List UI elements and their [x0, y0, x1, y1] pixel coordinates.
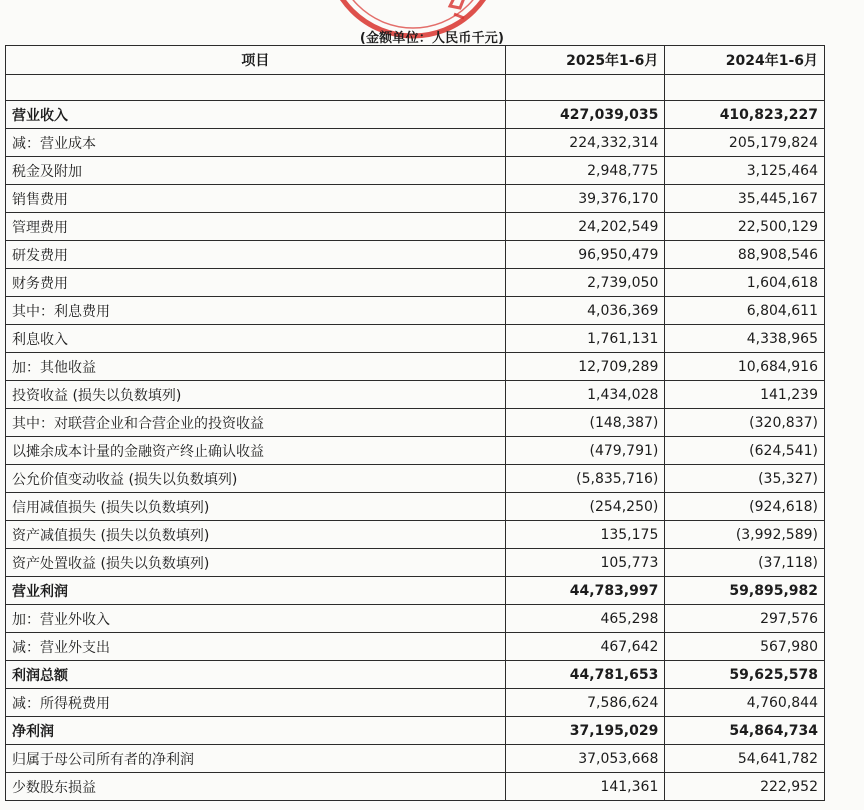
row-label: 减：所得税费用 [6, 689, 506, 717]
value-2025h1: (479,791) [505, 437, 665, 465]
value-2025h1: 2,948,775 [505, 157, 665, 185]
value-2025h1: 37,195,029 [505, 717, 665, 745]
row-label: 加：营业外收入 [6, 605, 506, 633]
value-2024h1: 10,684,916 [665, 353, 825, 381]
value-2024h1: (624,541) [665, 437, 825, 465]
row-label: 管理费用 [6, 213, 506, 241]
table-row [6, 437, 825, 465]
table-row [6, 633, 825, 661]
value-2024h1: 54,864,734 [665, 717, 825, 745]
value-2025h1: 12,709,289 [505, 353, 665, 381]
value-2025h1: (254,250) [505, 493, 665, 521]
row-label: 财务费用 [6, 269, 506, 297]
value-2024h1: 54,641,782 [665, 745, 825, 773]
value-2025h1: (5,835,716) [505, 465, 665, 493]
value-2025h1: 105,773 [505, 549, 665, 577]
value-2025h1: 135,175 [505, 521, 665, 549]
row-label: 投资收益 (损失以负数填列) [6, 381, 506, 409]
row-label: 营业利润 [6, 577, 506, 605]
table-row [6, 409, 825, 437]
value-2024h1: 3,125,464 [665, 157, 825, 185]
value-2024h1: 205,179,824 [665, 129, 825, 157]
unit-note: (金额单位：人民币千元) [359, 31, 505, 46]
column-header-2025h1: 2025年1-6月 [505, 46, 665, 75]
header-row [6, 46, 825, 75]
table-row [6, 661, 825, 689]
table-row [6, 353, 825, 381]
row-label: 销售费用 [6, 185, 506, 213]
value-2025h1: 44,783,997 [505, 577, 665, 605]
value-2025h1: 467,642 [505, 633, 665, 661]
row-label: 减：营业外支出 [6, 633, 506, 661]
row-label: 税金及附加 [6, 157, 506, 185]
value-2025h1: 4,036,369 [505, 297, 665, 325]
value-2025h1: (148,387) [505, 409, 665, 437]
row-label: 其中：利息费用 [6, 297, 506, 325]
value-2025h1: 96,950,479 [505, 241, 665, 269]
table-row [6, 297, 825, 325]
value-2024h1: 35,445,167 [665, 185, 825, 213]
value-2025h1: 24,202,549 [505, 213, 665, 241]
value-2025h1: 1,434,028 [505, 381, 665, 409]
column-header-item: 项目 [6, 46, 506, 75]
table-row [6, 689, 825, 717]
row-label: 公允价值变动收益 (损失以负数填列) [6, 465, 506, 493]
value-2024h1: 88,908,546 [665, 241, 825, 269]
value-2024h1: 22,500,129 [665, 213, 825, 241]
blank-cell [665, 75, 825, 101]
table-row [6, 465, 825, 493]
row-label: 利润总额 [6, 661, 506, 689]
value-2024h1: 222,952 [665, 773, 825, 801]
column-header-2024h1: 2024年1-6月 [665, 46, 825, 75]
value-2025h1: 44,781,653 [505, 661, 665, 689]
value-2025h1: 224,332,314 [505, 129, 665, 157]
row-label: 加：其他收益 [6, 353, 506, 381]
row-label: 信用减值损失 (损失以负数填列) [6, 493, 506, 521]
value-2024h1: 567,980 [665, 633, 825, 661]
value-2025h1: 2,739,050 [505, 269, 665, 297]
row-label: 资产减值损失 (损失以负数填列) [6, 521, 506, 549]
value-2024h1: 6,804,611 [665, 297, 825, 325]
table-row [6, 717, 825, 745]
table-row [6, 493, 825, 521]
row-label: 以摊余成本计量的金融资产终止确认收益 [6, 437, 506, 465]
value-2024h1: (3,992,589) [665, 521, 825, 549]
row-label: 少数股东损益 [6, 773, 506, 801]
table-row [6, 213, 825, 241]
blank-cell [505, 75, 665, 101]
value-2024h1: 59,625,578 [665, 661, 825, 689]
table-row [6, 101, 825, 129]
table-row [6, 773, 825, 801]
table-row [6, 577, 825, 605]
row-label: 其中：对联营企业和合营企业的投资收益 [6, 409, 506, 437]
table-row [6, 241, 825, 269]
value-2024h1: (35,327) [665, 465, 825, 493]
table-row [6, 381, 825, 409]
value-2024h1: 59,895,982 [665, 577, 825, 605]
row-label: 归属于母公司所有者的净利润 [6, 745, 506, 773]
table-row [6, 605, 825, 633]
value-2025h1: 37,053,668 [505, 745, 665, 773]
row-label: 减：营业成本 [6, 129, 506, 157]
table-row [6, 185, 825, 213]
row-label: 资产处置收益 (损失以负数填列) [6, 549, 506, 577]
value-2024h1: 141,239 [665, 381, 825, 409]
value-2025h1: 1,761,131 [505, 325, 665, 353]
row-label: 净利润 [6, 717, 506, 745]
value-2024h1: 4,338,965 [665, 325, 825, 353]
table-row [6, 745, 825, 773]
table-row [6, 129, 825, 157]
income-statement-table [5, 45, 825, 801]
value-2025h1: 7,586,624 [505, 689, 665, 717]
row-label: 研发费用 [6, 241, 506, 269]
value-2025h1: 465,298 [505, 605, 665, 633]
table-row [6, 325, 825, 353]
value-2024h1: 1,604,618 [665, 269, 825, 297]
value-2024h1: 297,576 [665, 605, 825, 633]
value-2024h1: (320,837) [665, 409, 825, 437]
value-2025h1: 39,376,170 [505, 185, 665, 213]
value-2024h1: (37,118) [665, 549, 825, 577]
value-2025h1: 141,361 [505, 773, 665, 801]
table-row [6, 549, 825, 577]
blank-cell [6, 75, 506, 101]
value-2024h1: (924,618) [665, 493, 825, 521]
value-2024h1: 4,760,844 [665, 689, 825, 717]
value-2025h1: 427,039,035 [505, 101, 665, 129]
row-label: 营业收入 [6, 101, 506, 129]
table-row [6, 521, 825, 549]
value-2024h1: 410,823,227 [665, 101, 825, 129]
table-row [6, 269, 825, 297]
blank-row [6, 75, 825, 101]
table-row [6, 157, 825, 185]
row-label: 利息收入 [6, 325, 506, 353]
